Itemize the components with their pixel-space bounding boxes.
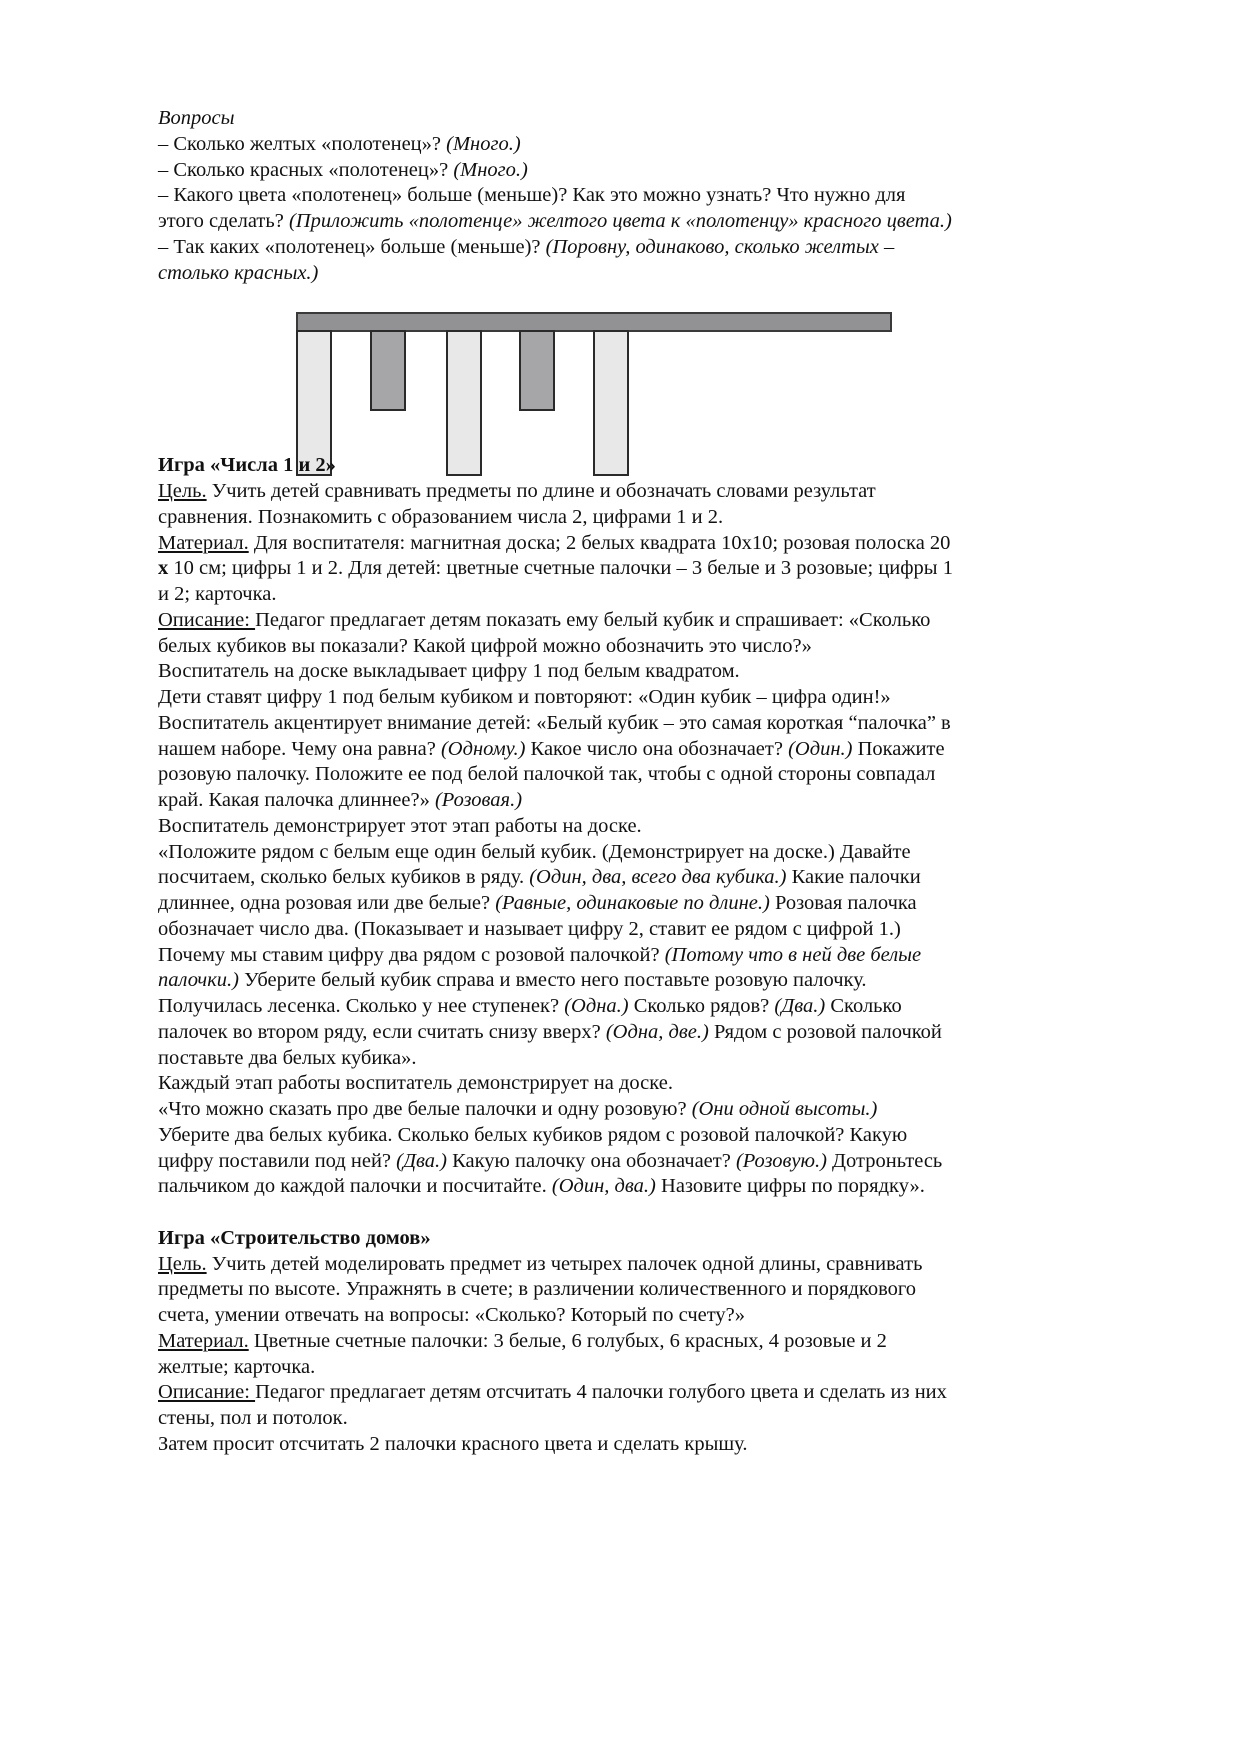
text-line: Воспитатель акцентирует внимание детей: «Белый кубик – это самая короткая “палочка” в (158, 711, 951, 734)
text-line: Уберите два белых кубика. Сколько белых кубиков рядом с розовой палочкой? Какую (158, 1123, 908, 1146)
text-line: счета, умении отвечать на вопросы: «Сколько? Который по счету?» (158, 1304, 746, 1326)
text-line: обозначает число два. (Показывает и называет цифру 2, ставит ее рядом с цифрой 1.) (158, 917, 901, 940)
text-line: желтые; карточка. (158, 1355, 316, 1378)
game2-material: Материал. Цветные счетные палочки: 3 белые, 6 голубых, 6 красных, 4 розовые и 2 (158, 1329, 887, 1352)
game1-material: Материал. Для воспитателя: магнитная доска; 2 белых квадрата 10х10; розовая полоска 20 (158, 531, 951, 554)
question-line: столько красных.) (158, 261, 319, 284)
text-line: длиннее, одна розовая или две белые? (Равные, одинаковые по длине.) Розовая палочка (158, 892, 917, 914)
text-line: нашем наборе. Чему она равна? (Одному.) Какое число она обозначает? (Один.) Покажите (158, 737, 945, 760)
text-line: розовую палочку. Положите ее под белой палочкой так, чтобы с одной стороны совпадал (158, 763, 936, 786)
game1-title: Игра «Числа 1 и 2» (158, 454, 336, 477)
text-line: Воспитатель на доске выкладывает цифру 1 под белым квадратом. (158, 660, 740, 683)
document-page (158, 106, 1038, 1458)
questions-title: Вопросы (158, 107, 235, 129)
text-line: Затем просит отсчитать 2 палочки красного цвета и сделать крышу. (158, 1432, 748, 1455)
text-line: цифру поставили под ней? (Два.) Какую палочку она обозначает? (Розовую.) Дотроньтесь (158, 1149, 943, 1172)
text-line: белых кубиков вы показали? Какой цифрой можно обозначить это число?» (158, 634, 812, 657)
text-line: поставьте два белых кубика». (158, 1046, 417, 1069)
game1-description: Описание: Педагог предлагает детям показать ему белый кубик и спрашивает: «Сколько (158, 608, 931, 631)
question-line: – Так каких «полотенец» больше (меньше)? (Поровну, одинаково, сколько желтых – (158, 235, 895, 258)
text-line: край. Какая палочка длиннее?» (Розовая.) (158, 789, 523, 811)
text-line: пальчиком до каждой палочки и посчитайте. (Один, два.) Назовите цифры по порядку». (158, 1175, 925, 1198)
text-line: Воспитатель демонстрирует этот этап работы на доске. (158, 814, 642, 837)
text-line: предметы по высоте. Упражнять в счете; в различении количественного и порядкового (158, 1278, 917, 1301)
question-line: – Сколько красных «полотенец»? (Много.) (158, 158, 528, 181)
text-line: Получилась лесенка. Сколько у нее ступенек? (Одна.) Сколько рядов? (Два.) Сколько (158, 995, 902, 1017)
text-line: «Положите рядом с белым еще один белый кубик. (Демонстрирует на доске.) Давайте (158, 840, 911, 863)
question-line: – Какого цвета «полотенец» больше (меньше)? Как это можно узнать? Что нужно для (158, 184, 906, 207)
text-line: Каждый этап работы воспитатель демонстрирует на доске. (158, 1072, 673, 1095)
text-line: «Что можно сказать про две белые палочки и одну розовую? (Они одной высоты.) (158, 1098, 878, 1120)
text-line: Дети ставят цифру 1 под белым кубиком и повторяют: «Один кубик – цифра один!» (158, 686, 891, 708)
text-line: и 2; карточка. (158, 583, 277, 605)
question-line: этого сделать? (Приложить «полотенце» желтого цвета к «полотенцу» красного цвета.) (158, 210, 952, 232)
text-line: посчитаем, сколько белых кубиков в ряду. (Один, два, всего два кубика.) Какие палочки (158, 866, 921, 889)
text-line: палочки.) Уберите белый кубик справа и вместо него поставьте розовую палочку. (158, 969, 867, 992)
text-line: палочек во втором ряду, если считать снизу вверх? (Одна, две.) Рядом с розовой палочкой (158, 1020, 942, 1043)
text-line: Почему мы ставим цифру два рядом с розовой палочкой? (Потому что в ней две белые (158, 943, 922, 966)
text-line: х 10 см; цифры 1 и 2. Для детей: цветные счетные палочки – 3 белые и 3 розовые; цифры 1 (158, 557, 953, 580)
diagram-spacer (158, 286, 1038, 453)
game2-description: Описание: Педагог предлагает детям отсчитать 4 палочки голубого цвета и сделать из них (158, 1381, 947, 1404)
game2-goal: Цель. Учить детей моделировать предмет из четырех палочек одной длины, сравнивать (158, 1252, 923, 1275)
game2-title: Игра «Строительство домов» (158, 1226, 431, 1249)
text-line: стены, пол и потолок. (158, 1407, 348, 1429)
question-line: – Сколько желтых «полотенец»? (Много.) (158, 132, 521, 155)
text-line: сравнения. Познакомить с образованием числа 2, цифрами 1 и 2. (158, 505, 724, 528)
blank-line (158, 1200, 1038, 1226)
game1-goal: Цель. Учить детей сравнивать предметы по длине и обозначать словами результат (158, 480, 876, 502)
